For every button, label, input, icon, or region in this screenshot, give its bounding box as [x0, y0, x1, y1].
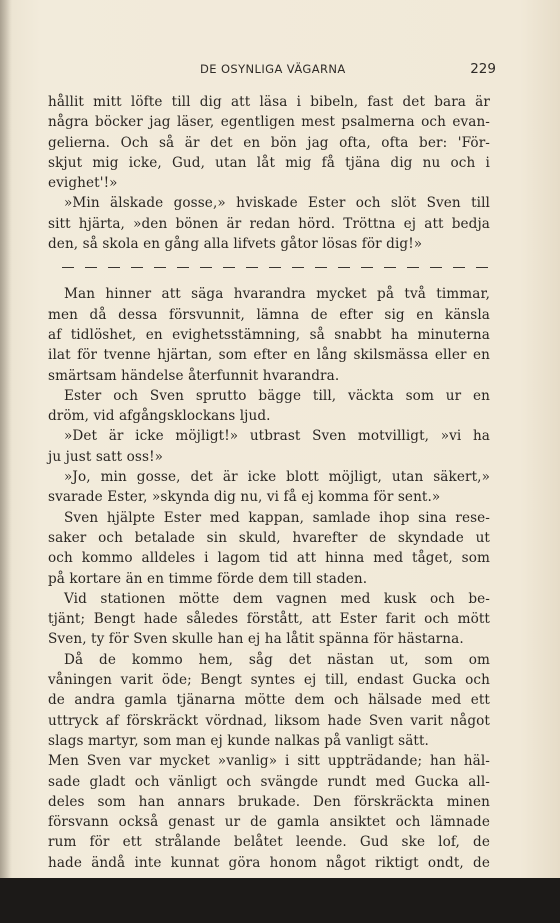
text-line: »Det är icke möjligt!» utbrast Sven motvilligt, »vi ha: [64, 428, 490, 445]
text-line: försvann också genast ur de gamla ansiktet och lämnade: [48, 814, 490, 831]
text-line: »Min älskade gosse,» hviskade Ester och slöt Sven till: [64, 195, 490, 212]
separator-dash: [154, 267, 166, 268]
separator-dash: [177, 267, 189, 268]
text-line: smärtsam händelse återfunnit hvarandra.: [48, 367, 340, 384]
separator-dash: [384, 267, 396, 268]
text-line: Vid stationen mötte dem vagnen med kusk och be-: [64, 590, 490, 607]
separator-dash: [361, 267, 373, 268]
text-line: de andra gamla tjänarna mötte dem och hälsade med ett: [48, 692, 490, 709]
running-head: DE OSYNLIGA VÄGARNA: [200, 62, 346, 76]
text-line: saker och betalade sin skuld, hvarefter de skyndade ut: [48, 529, 490, 546]
separator-dash: [407, 267, 419, 268]
separator-dash: [131, 267, 143, 268]
text-line: hade ändå inte kunnat göra honom något riktigt ondt, de: [48, 854, 490, 871]
text-line: och kommo alldeles i lagom tid att hinna med tåget, som: [48, 550, 490, 567]
text-line: Ester och Sven sprutto bägge till, väckta som ur en: [64, 387, 490, 404]
text-line: Sven, ty för Sven skulle han ej ha låtit spänna för hästarna.: [48, 631, 464, 648]
separator-dash: [476, 267, 488, 268]
text-line: den, så skola en gång alla lifvets gåtor lösas för dig!»: [48, 236, 423, 253]
spine-shadow: [0, 0, 12, 878]
text-line: ilat för tvenne hjärtan, som efter en lång skilsmässa eller en: [48, 347, 490, 364]
separator-dash: [246, 267, 258, 268]
text-line: deles som han annars brukade. Den förskräckta minen: [48, 793, 490, 810]
text-line: några böcker jag läser, egentligen mest psalmerna och evan-: [48, 114, 490, 131]
text-line: slags martyr, som man ej kunde nalkas på vanligt sätt.: [48, 732, 429, 749]
text-line: evighet'!»: [48, 175, 118, 192]
text-line: Sven hjälpte Ester med kappan, samlade ihop sina rese-: [64, 509, 490, 526]
text-line: gelierna. Och så är det en bön jag ofta, ofta ber: 'För-: [48, 134, 490, 151]
text-line: på kortare än en timme förde dem till staden.: [48, 570, 368, 587]
separator-dash: [338, 267, 350, 268]
separator-dash: [223, 267, 235, 268]
separator-dash: [430, 267, 442, 268]
section-separator: [48, 256, 490, 278]
separator-dash: [453, 267, 465, 268]
page-number: 229: [470, 61, 496, 77]
text-line: Men Sven var mycket »vanlig» i sitt uppträdande; han häl-: [48, 753, 490, 770]
text-line: rum för ett strålande belåtet leende. Gud ske lof, de: [48, 834, 490, 851]
text-line: men då dessa försvunnit, lämna de efter sig en känsla: [48, 306, 490, 323]
separator-dash: [108, 267, 120, 268]
text-line: Man hinner att säga hvarandra mycket på två timmar,: [64, 286, 490, 303]
text-line: skjut mig icke, Gud, utan låt mig få tjäna dig nu och i: [48, 154, 490, 171]
body-text: [48, 92, 490, 873]
text-line: ju just satt oss!»: [48, 448, 164, 465]
text-line: uttryck af förskräckt vördnad, liksom hade Sven varit något: [48, 712, 490, 729]
text-line: våningen varit öde; Bengt syntes ej till, endast Gucka och: [48, 672, 490, 689]
text-line: svarade Ester, »skynda dig nu, vi få ej komma för sent.»: [48, 489, 441, 506]
text-line: Då de kommo hem, såg det nästan ut, som om: [64, 651, 490, 668]
page-header: [48, 61, 496, 82]
separator-dash: [269, 267, 281, 268]
text-line: dröm, vid afgångsklockans ljud.: [48, 408, 271, 425]
text-line: sitt hjärta, »den bönen är redan hörd. Tröttna ej att bedja: [48, 215, 490, 232]
text-line: »Jo, min gosse, det är icke blott möjligt, utan säkert,»: [64, 469, 490, 486]
separator-dash: [315, 267, 327, 268]
separator-dash: [85, 267, 97, 268]
text-line: sade gladt och vänligt och svängde rundt med Gucka all-: [48, 773, 490, 790]
text-line: hållit mitt löfte till dig att läsa i bibeln, fast det bara är: [48, 94, 490, 110]
separator-dash: [62, 267, 74, 268]
scan-bottom-edge: [0, 878, 560, 923]
text-line: af tidlöshet, en evighetsstämning, så snabbt ha minuterna: [48, 326, 490, 343]
separator-dash: [292, 267, 304, 268]
text-line: tjänt; Bengt hade således förstått, att Ester farit och mött: [48, 611, 490, 628]
separator-dash: [200, 267, 212, 268]
